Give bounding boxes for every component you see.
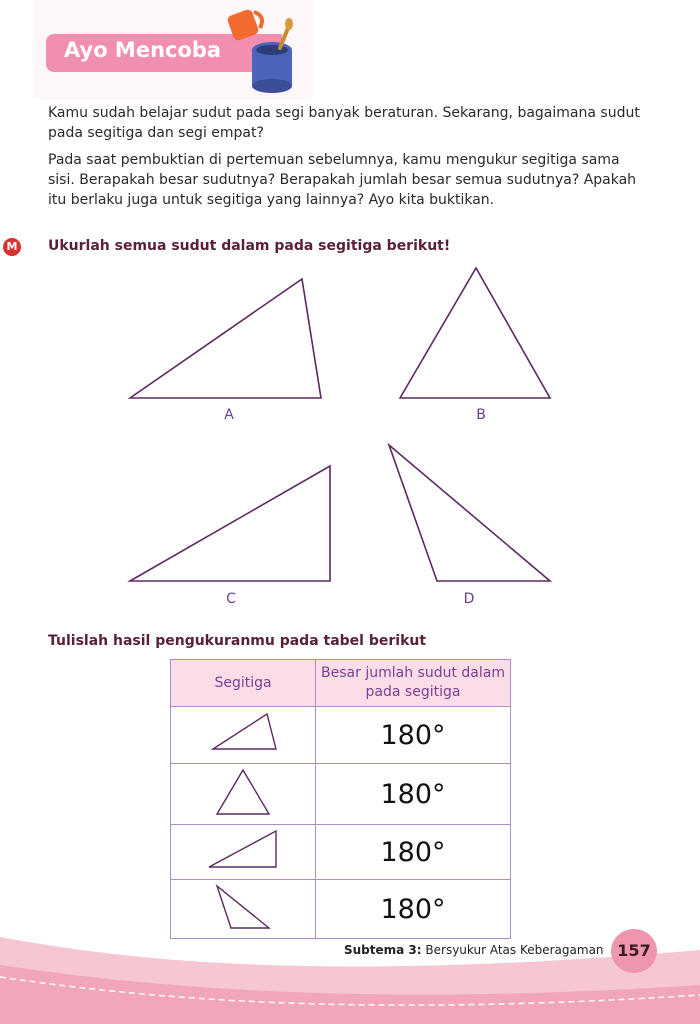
triangle-b: [400, 268, 550, 398]
row-value: 180°: [316, 880, 511, 939]
page-number: 157: [611, 929, 657, 973]
measurement-table: [170, 659, 511, 939]
section-title: Ayo Mencoba: [64, 38, 222, 62]
small-triangle-a-icon: [171, 707, 315, 759]
header-sum-angles: Besar jumlah sudut dalam pada segitiga: [316, 660, 511, 707]
footer-subtema-label: Subtema 3:: [344, 943, 422, 957]
header-segitiga: Segitiga: [171, 660, 316, 707]
triangle-label-c: C: [226, 591, 236, 607]
row-triangle-cell: [171, 825, 316, 880]
intro-paragraph-1: Kamu sudah belajar sudut pada segi banyak beraturan. Sekarang, bagaimana sudut pada segitiga dan segi empat?: [48, 105, 640, 141]
triangle-label-a: A: [224, 407, 234, 423]
row-value: 180°: [316, 825, 511, 880]
row-value: 180°: [316, 764, 511, 825]
table-row: [171, 825, 511, 880]
footer-wave: [0, 925, 700, 1024]
row-triangle-cell: [171, 764, 316, 825]
table-instruction: Tulislah hasil pengukuranmu pada tabel berikut: [48, 633, 427, 649]
table-header-row: [171, 660, 511, 707]
row-value: 180°: [316, 707, 511, 764]
table-row: [171, 707, 511, 764]
small-triangle-b-icon: [171, 764, 315, 820]
small-triangle-c-icon: [171, 825, 315, 875]
footer-subtema: [344, 943, 604, 957]
row-triangle-cell: [171, 707, 316, 764]
intro-paragraph-2: Pada saat pembuktian di pertemuan sebelumnya, kamu mengukur segitiga sama sisi. Berapakah besar sudutnya? Berapakah jumlah besar semua sudutnya? Apakah itu berlaku juga untuk segitiga yang lainnya? Ayo kita buktikan.: [48, 152, 637, 208]
triangle-c: [130, 466, 330, 581]
triangle-a: [130, 279, 321, 398]
measure-instruction: Ukurlah semua sudut dalam pada segitiga berikut!: [48, 238, 451, 254]
m-badge-icon: M: [3, 238, 21, 256]
triangle-label-d: D: [463, 591, 475, 607]
footer-subtema-title: Bersyukur Atas Keberagaman: [425, 943, 604, 957]
triangle-d: [389, 445, 550, 581]
triangle-label-b: B: [476, 407, 486, 423]
table-row: [171, 764, 511, 825]
